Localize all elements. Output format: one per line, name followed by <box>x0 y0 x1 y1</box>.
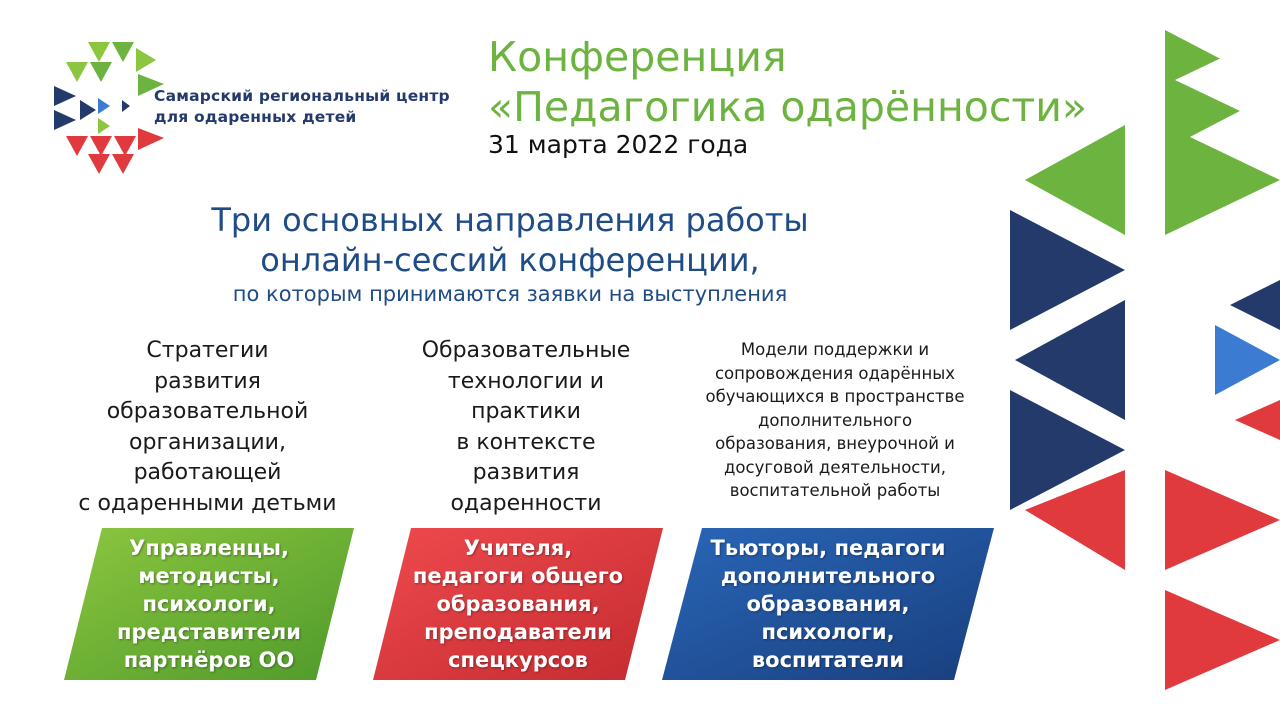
direction-1-text: Стратегии развития образовательной организации, работающей с одаренными детьми <box>78 338 337 516</box>
direction-2-text: Образовательные технологии и практики в контексте развития одаренности <box>421 338 631 516</box>
direction-1-audience: Управленцы, методисты, психологи, представители партнёров ОО <box>116 536 302 672</box>
conference-title-line1: Конференция <box>488 33 787 81</box>
organization-name-line1: Самарский региональный центр <box>154 87 450 105</box>
organization-name <box>154 86 474 128</box>
headline-line2: онлайн-сессий конференции, <box>260 241 760 279</box>
direction-3-audience: Тьюторы, педагоги дополнительного образования, психологи, воспитатели <box>710 536 946 672</box>
conference-title-line2: «Педагогика одарённости» <box>488 83 1088 131</box>
direction-3-text: Модели поддержки и сопровождения одарённых обучающихся в пространстве дополнительного образования, внеурочной и досуговой деятельности, воспитательной работы <box>705 340 965 500</box>
conference-date: 31 марта 2022 года <box>488 130 749 159</box>
headline-line3: по которым принимаются заявки на выступления <box>232 282 788 306</box>
direction-2-audience-box <box>373 528 663 680</box>
organization-name-line2: для одаренных детей <box>154 108 357 126</box>
decorative-triangles <box>1005 30 1280 720</box>
headline-line1: Три основных направления работы <box>211 201 809 239</box>
direction-2-audience: Учителя, педагоги общего образования, преподаватели спецкурсов <box>412 536 624 672</box>
direction-1-audience-box <box>64 528 354 680</box>
main-headline <box>150 200 870 308</box>
direction-3-audience-box <box>662 528 994 680</box>
